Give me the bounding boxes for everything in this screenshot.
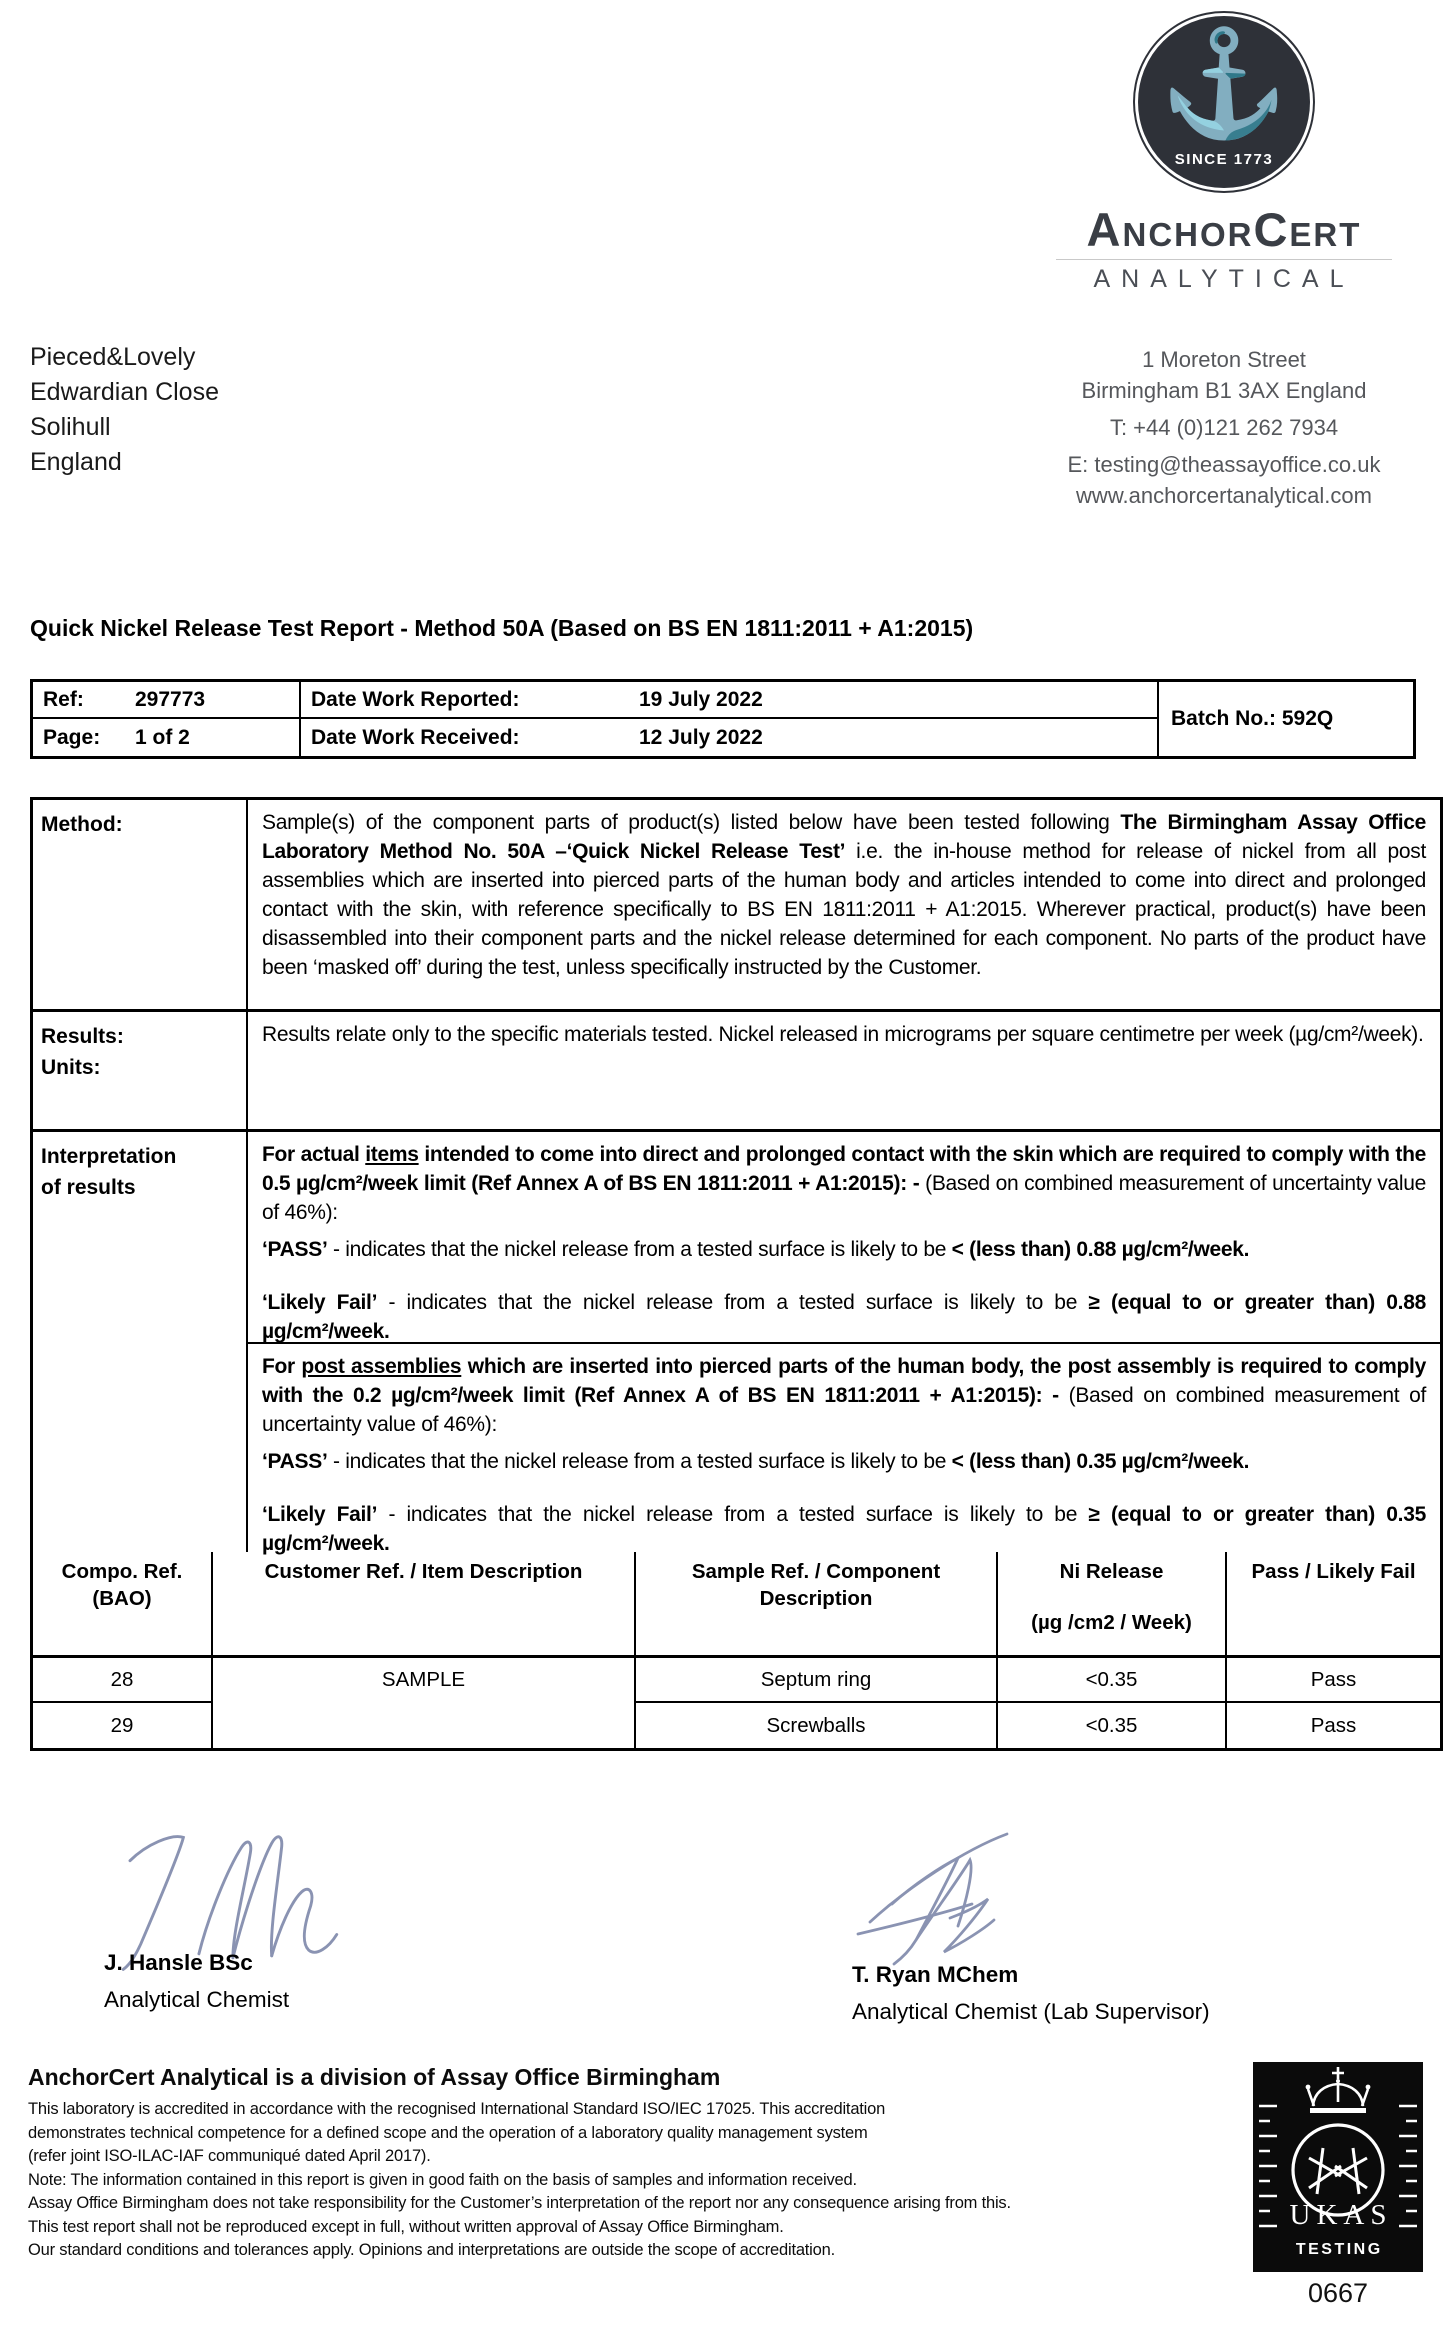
results-units-text: Results relate only to the specific materials tested. Nickel released in micrograms per square centimetre per week (µg/cm²/week). — [262, 1023, 1424, 1046]
lab-website: www.anchorcertanalytical.com — [1076, 483, 1372, 508]
interpretation-row — [33, 1132, 1440, 1555]
report-title: Quick Nickel Release Test Report - Method 50A (Based on BS EN 1811:2011 + A1:2015) — [30, 615, 974, 641]
results-label: Results: — [41, 1025, 124, 1048]
signatory-title: Analytical Chemist (Lab Supervisor) — [852, 1999, 1210, 2024]
fine-print-line: Note: The information contained in this report is given in good faith on the basis of samples and information received. — [28, 2170, 857, 2189]
interp-actual-items-block — [248, 1132, 1440, 1344]
results-units-label — [33, 1012, 248, 1129]
ref-label: Ref: — [43, 687, 84, 711]
since-1773-label: SINCE 1773 — [1174, 151, 1274, 168]
customer-ref-cell: SAMPLE — [213, 1658, 636, 1748]
results-units-row — [33, 1012, 1440, 1132]
signatory-2 — [852, 1962, 1210, 2025]
interpretation-label: Interpretation of results — [33, 1132, 248, 1552]
interp-fail-definition: ‘Likely Fail’ - indicates that the nickel release from a tested surface is likely to be ≥ (equal to or greater than) 0.35 µg/cm²/week. — [262, 1503, 1426, 1555]
interp-intro: For actual items intended to come into direct and prolonged contact with the skin which are required to comply with the 0.5 µg/cm²/week limit (Ref Annex A of BS EN 1811:2011 + A1:2015): - (Based on combined measurement of uncertainty value of 46%): — [262, 1143, 1426, 1224]
lab-address-line: 1 Moreton Street — [1142, 347, 1306, 372]
lab-phone: T: +44 (0)121 262 7934 — [1109, 415, 1339, 440]
fine-print-line: (refer joint ISO-ILAC-IAF communiqué dated April 2017). — [28, 2147, 431, 2165]
date-reported-value: 19 July 2022 — [639, 687, 763, 711]
ref-cell — [33, 682, 299, 719]
batch-value: 592Q — [1281, 707, 1334, 730]
method-table — [30, 797, 1443, 1751]
col-header-pass-fail: Pass / Likely Fail — [1227, 1552, 1440, 1658]
signatory-name: J. Hansle BSc — [104, 1950, 253, 1975]
interp-pass-definition: ‘PASS’ - indicates that the nickel release from a tested surface is likely to be < (less than) 0.35 µg/cm²/week. — [262, 1450, 1250, 1473]
col-header-customer-ref: Customer Ref. / Item Description — [213, 1552, 636, 1658]
date-received-value: 12 July 2022 — [639, 725, 763, 749]
lab-contact-block — [1028, 344, 1420, 511]
units-label: Units: — [41, 1056, 101, 1079]
compo-ref-cell: 29 — [33, 1703, 213, 1748]
ni-release-unit: (µg /cm2 / Week) — [1031, 1611, 1192, 1634]
accreditation-fine-print — [28, 2098, 1243, 2263]
handwritten-signature-2 — [852, 1822, 1052, 1972]
lab-address-line: Birmingham B1 3AX England — [1081, 378, 1367, 403]
logo-circle — [1138, 16, 1310, 188]
results-table — [33, 1552, 1440, 1748]
result-cell: Pass — [1310, 1713, 1357, 1737]
date-received-cell — [299, 719, 1157, 756]
ni-release-cell: <0.35 — [998, 1703, 1227, 1748]
ni-release-cell: <0.35 — [998, 1658, 1227, 1703]
fine-print-line: demonstrates technical competence for a defined scope and the operation of a laboratory quality management system — [28, 2123, 868, 2142]
col-header-compo-ref: Compo. Ref. (BAO) — [33, 1552, 213, 1658]
brand-wordmark: AnchorCert — [1086, 203, 1362, 256]
interp-post-assemblies-block — [248, 1344, 1440, 1555]
crown-icon — [1308, 2067, 1368, 2106]
reference-table — [30, 679, 1416, 759]
batch-cell — [1157, 682, 1413, 756]
division-statement: AnchorCert Analytical is a division of Assay Office Birmingham — [28, 2064, 721, 2090]
method-text: Sample(s) of the component parts of product(s) listed below have been tested following The Birmingham Assay Office Laboratory Method No. 50A –‘Quick Nickel Release Test’ i.e. the in-house method for release of nickel from all post assemblies which are inserted into pierced parts of the human body and articles intended to come into direct and prolonged contact with the skin, with reference specifically to BS EN 1811:2011 + A1:2015. Wherever practical, product(s) have been disassembled into their component parts and the nickel release determined for each component. No parts of the product have been ‘masked off’ during the test, unless specifically instructed by the Customer. — [262, 811, 1426, 979]
brand-subtitle: ANALYTICAL — [1093, 265, 1355, 293]
ukas-name: UKAS — [1289, 2199, 1393, 2231]
method-row — [33, 800, 1440, 1012]
page-value: 1 of 2 — [135, 725, 190, 749]
anchorcert-logo — [1028, 8, 1420, 294]
ukas-category: TESTING — [1295, 2241, 1383, 2258]
component-cell: Septum ring — [636, 1658, 998, 1703]
brand-divider — [1056, 259, 1392, 260]
page-label: Page: — [43, 725, 101, 749]
col-header-sample-ref: Sample Ref. / Component Description — [636, 1552, 998, 1658]
address-line: England — [30, 448, 122, 476]
component-cell: Screwballs — [636, 1703, 998, 1748]
customer-address — [30, 340, 219, 480]
ukas-number: 0667 — [1307, 2278, 1369, 2308]
method-label: Method: — [33, 800, 248, 1009]
date-reported-cell — [299, 682, 1157, 719]
fine-print-line: This test report shall not be reproduced except in full, without written approval of Assay Office Birmingham. — [28, 2217, 784, 2236]
ukas-accreditation-logo — [1253, 2062, 1423, 2272]
address-line: Solihull — [30, 413, 111, 441]
lab-email: E: testing@theassayoffice.co.uk — [1067, 452, 1381, 477]
anchor-icon: ⚓ — [1159, 26, 1289, 142]
signatory-title: Analytical Chemist — [104, 1987, 290, 2012]
date-reported-label: Date Work Reported: — [311, 687, 520, 711]
interp-fail-definition: ‘Likely Fail’ - indicates that the nickel release from a tested surface is likely to be ≥ (equal to or greater than) 0.88 µg/cm²/week. — [262, 1291, 1426, 1343]
fine-print-line: Assay Office Birmingham does not take responsibility for the Customer’s interpretation of the report nor any consequence arising from this. — [28, 2194, 1011, 2212]
signatory-name: T. Ryan MChem — [852, 1962, 1019, 1987]
compo-ref-cell: 28 — [33, 1658, 213, 1703]
interpretation-content — [248, 1132, 1440, 1555]
address-line: Pieced&Lovely — [30, 343, 196, 371]
interp-intro: For post assemblies which are inserted into pierced parts of the human body, the post assembly is required to comply with the 0.2 µg/cm²/week limit (Ref Annex A of BS EN 1811:2011 + A1:2015): - (Based on combined measurement of uncertainty value of 46%): — [262, 1355, 1426, 1436]
fine-print-line: Our standard conditions and tolerances apply. Opinions and interpretations are outside the scope of accreditation. — [28, 2241, 835, 2259]
signatory-1 — [104, 1950, 289, 2013]
fine-print-line: This laboratory is accredited in accordance with the recognised International Standard ISO/IEC 17025. This accreditation — [28, 2100, 886, 2118]
ref-value: 297773 — [135, 687, 206, 711]
address-line: Edwardian Close — [30, 378, 219, 406]
result-cell: Pass — [1227, 1658, 1440, 1703]
date-received-label: Date Work Received: — [311, 725, 520, 749]
col-header-ni-release: Ni Release (µg /cm2 / Week) — [998, 1552, 1227, 1658]
interp-pass-definition: ‘PASS’ - indicates that the nickel release from a tested surface is likely to be < (less than) 0.88 µg/cm²/week. — [262, 1238, 1250, 1261]
page-cell — [33, 719, 299, 756]
batch-label: Batch No.: — [1171, 707, 1276, 730]
